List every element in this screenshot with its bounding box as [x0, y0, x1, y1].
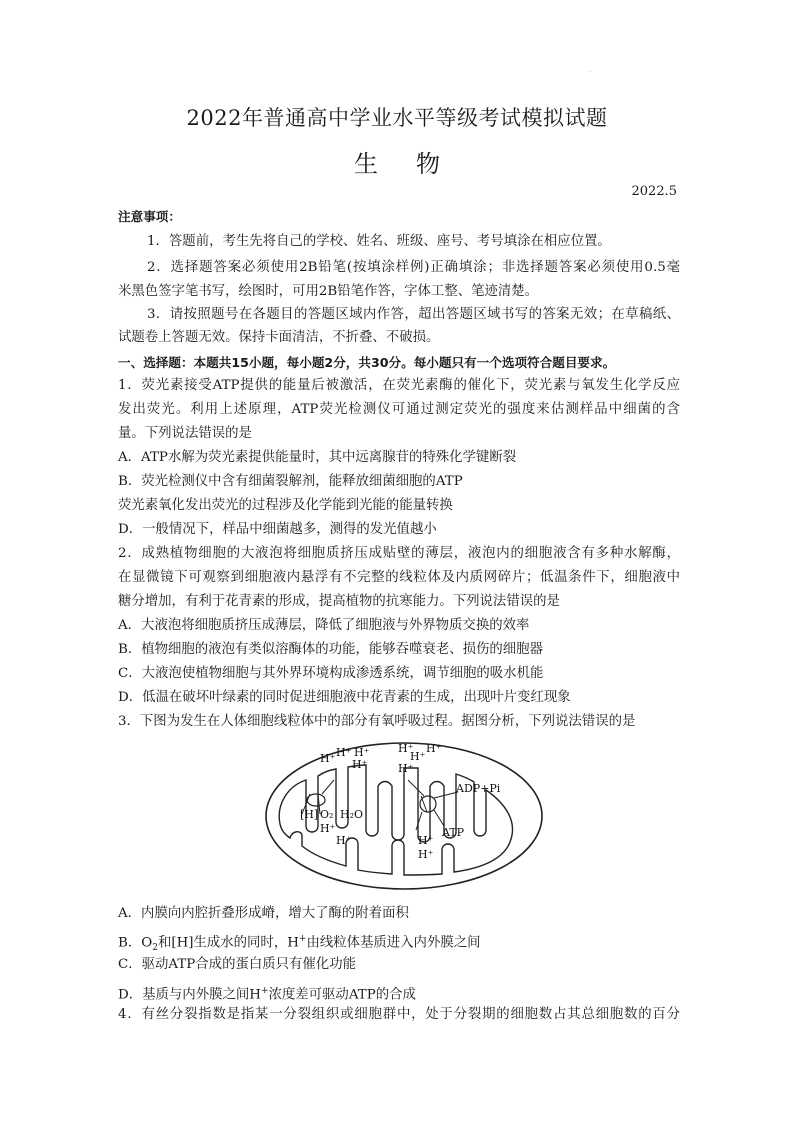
q3-option-d	[118, 982, 680, 1004]
q3-option-b-middle: 和[H]生成水的同时，H	[157, 935, 299, 951]
o2-label: O₂	[320, 808, 334, 821]
mitochondrion-diagram	[258, 734, 550, 894]
hplus-label-7: H⁺	[398, 742, 414, 755]
q2-option-c: C．大液泡使植物细胞与其外界环境构成渗透系统，调节细胞的吸水机能	[118, 666, 544, 681]
hplus-label-6: H⁺	[336, 834, 352, 847]
scan-mark: .	[589, 67, 591, 74]
exam-date: 2022.5	[631, 184, 677, 199]
q1-option-c: 荧光素氧化发出荧光的过程涉及化学能到光能的能量转换	[118, 498, 453, 513]
subject-title: 生物	[354, 150, 478, 178]
q3-option-b-subscript: 2	[152, 943, 158, 954]
q3-option-b-superscript: +	[298, 934, 307, 944]
hplus-label-2: H⁺	[336, 746, 352, 759]
q1-option-d: D．一般情况下，样品中细菌越多，测得的发光值越小	[118, 522, 437, 537]
q3-option-b-prefix: B．O	[118, 935, 153, 951]
q3-stem: 3．下图为发生在人体细胞线粒体中的部分有氧呼吸过程。据图分析，下列说法错误的是	[118, 714, 636, 729]
hplus-label-10: H⁺	[398, 762, 414, 775]
q2-stem-line-3: 糖分增加，有利于花青素的形成，提高植物的抗寒能力。下列说法错误的是	[118, 594, 560, 609]
h2o-label: H₂O	[340, 808, 364, 821]
q2-stem-line-1: 2．成熟植物细胞的大液泡将细胞质挤压成贴壁的薄层，液泡内的细胞液含有多种水解酶，	[118, 546, 680, 561]
q2-option-a: A．大液泡将细胞质挤压成薄层，降低了细胞液与外界物质交换的效率	[118, 618, 530, 633]
section-1-heading: 一、选择题：本题共15小题，每小题2分，共30分。每小题只有一个选项符合题目要求。	[118, 355, 616, 370]
q2-stem-line-2: 在显微镜下可观察到细胞液内悬浮有不完整的线粒体及内质网碎片；低温条件下，细胞液中	[118, 570, 680, 585]
q4-stem-line-1: 4．有丝分裂指数是指某一分裂组织或细胞群中，处于分裂期的细胞数占其总细胞数的百分	[118, 1007, 680, 1022]
q2-option-d: D．低温在破坏叶绿素的同时促进细胞液中花青素的生成，出现叶片变红现象	[118, 690, 571, 705]
notice-item-2-line-2: 米黑色签字笔书写，绘图时，可用2B铅笔作答，字体工整、笔迹清楚。	[118, 284, 539, 299]
arrow-adp	[434, 792, 458, 798]
arrow-h-enter	[408, 780, 424, 796]
q3-option-d-prefix: D．基质与内外膜之间H	[118, 987, 261, 1003]
q1-option-b: B．荧光检测仪中含有细菌裂解剂，能释放细菌细胞的ATP	[118, 474, 463, 489]
hplus-label-11: H⁺	[418, 834, 434, 847]
notice-item-2-line-1: 2．选择题答案必须使用2B铅笔(按填涂样例)正确填涂；非选择题答案必须使用0.5毫	[147, 260, 680, 275]
q1-stem-line-2: 发出荧光。利用上述原理，ATP荧光检测仪可通过测定荧光的强度来估测样品中细菌的含	[118, 402, 680, 417]
h-bracket-label: [H]	[300, 808, 319, 821]
q3-option-b-suffix: 由线粒体基质进入内外膜之间	[306, 935, 481, 951]
hplus-label-5: H⁺	[320, 822, 336, 835]
atp-label: ATP	[442, 826, 465, 839]
arrow-h-out	[322, 780, 334, 794]
hplus-label-9: H⁺	[426, 742, 442, 755]
arrow-atp	[434, 810, 444, 826]
notice-item-1: 1．答题前，考生先将自己的学校、姓名、班级、座号、考号填涂在相应位置。	[147, 234, 611, 249]
notice-item-3-line-1: 3．请按照题号在各题目的答题区域内作答，超出答题区域书写的答案无效；在草稿纸、	[147, 307, 680, 322]
hplus-label-12: H⁺	[418, 848, 434, 861]
q1-stem-line-3: 量。下列说法错误的是	[118, 426, 252, 441]
q3-option-d-suffix: 浓度差可驱动ATP的合成	[268, 987, 416, 1003]
q3-option-c: C．驱动ATP合成的蛋白质只有催化功能	[118, 957, 356, 972]
arrow-h-in	[416, 812, 422, 830]
q3-option-a: A．内膜向内腔折叠形成嵴，增大了酶的附着面积	[118, 906, 409, 921]
q3-option-b	[118, 930, 680, 957]
hplus-label-8: H⁺	[410, 750, 426, 763]
notice-heading: 注意事项：	[118, 209, 181, 224]
q2-option-b: B．植物细胞的液泡有类似溶酶体的功能，能够吞噬衰老、损伤的细胞器	[118, 642, 543, 657]
hplus-label-4: H⁺	[352, 758, 368, 771]
notice-item-3-line-2: 试题卷上答题无效。保持卡面清洁，不折叠、不破损。	[118, 330, 440, 345]
hplus-label-1: H⁺	[320, 752, 336, 765]
hplus-label-3: H⁺	[354, 746, 370, 759]
q1-stem-line-1: 1．荧光素接受ATP提供的能量后被激活，在荧光素酶的催化下，荧光素与氧发生化学反应	[118, 378, 680, 393]
q3-option-d-superscript: +	[260, 986, 269, 996]
adp-pi-label: ADP+Pi	[456, 782, 501, 795]
exam-title: 2022年普通高中学业水平等级考试模拟试题	[186, 106, 608, 130]
q1-option-a: A．ATP水解为荧光素提供能量时，其中远离腺苷的特殊化学键断裂	[118, 450, 517, 465]
